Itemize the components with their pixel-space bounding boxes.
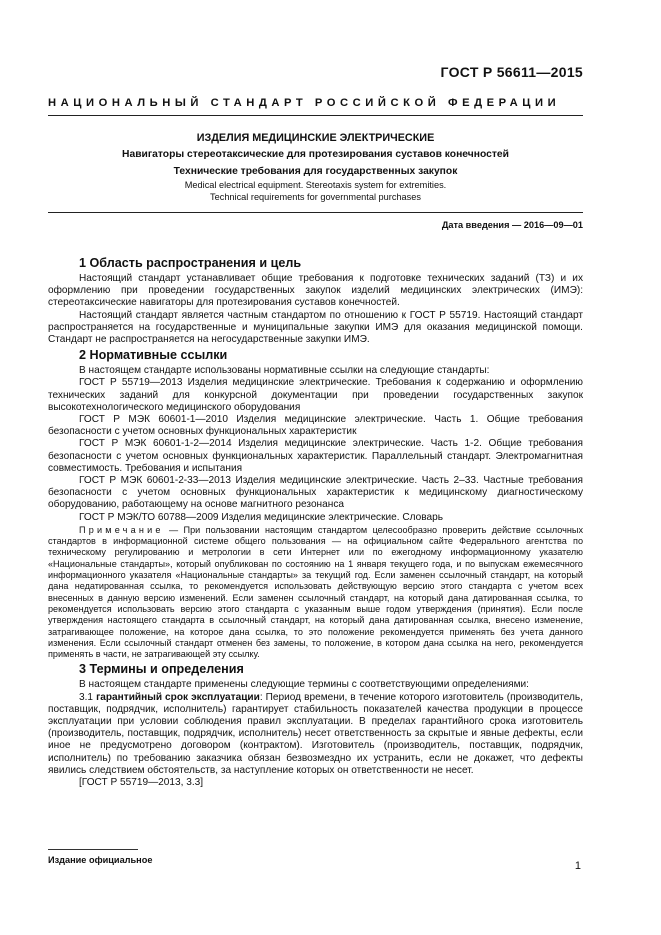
footer-rule bbox=[48, 849, 138, 850]
section-2-heading: 2 Нормативные ссылки bbox=[79, 348, 228, 363]
section-1-heading: 1 Область распространения и цель bbox=[79, 256, 302, 270]
term: гарантийный срок эксплуатации bbox=[96, 691, 260, 703]
note bbox=[48, 525, 583, 661]
subtitle-1: Навигаторы стереотаксические для протезирования суставов конечностей bbox=[122, 149, 509, 160]
title-rule bbox=[48, 212, 583, 213]
term-number: 3.1 bbox=[79, 691, 97, 703]
page-number: 1 bbox=[574, 860, 581, 872]
official-edition: Издание официальное bbox=[48, 855, 153, 865]
english-title-1: Medical electrical equipment. Stereotaxis system for extremities. bbox=[184, 180, 447, 190]
title-block bbox=[48, 131, 583, 203]
definition-text: : Период времени, в течение которого изготовитель (производитель, поставщик, подрядчик, исполнитель) гарантирует стабильность показателей качества продукции в процессе эксплуатации при условии соблюдения правил эксплуатации. В пределах гарантийного срока изготовитель (производитель, поставщик, подрядчик, исполнитель) несет ответственность за скрытые и явные дефекты, если иное не предусмотрено договором (контрактом). Изготовитель (производитель, поставщик, подрядчик, исполнитель) по требованию заказчика обязан безвозмездно их устранить, если не докажет, что дефекты явились следствием обстоятельств, за наступление которых он ответственности не несет. bbox=[48, 691, 583, 776]
document-body bbox=[48, 254, 583, 789]
reference-item: ГОСТ Р МЭК 60601-1-2—2014 Изделия медицинские электрические. Часть 1-2. Общие требования безопасности с учетом основных функциональных характеристик. Параллельный стандарт. Электромагнитная совместимость. Требования и испытания bbox=[48, 438, 583, 474]
reference-item: ГОСТ Р МЭК 60601-1—2010 Изделия медицинские электрические. Часть 1. Общие требования безопасности с учетом основных функциональных характеристик bbox=[48, 414, 583, 438]
subtitle-2: Технические требования для государственных закупок bbox=[173, 166, 458, 177]
section-1-paragraph: Настоящий стандарт устанавливает общие требования к подготовке технических заданий (ТЗ) и их оформлению при проведении государственных закупок изделий медицинских электрических (ИМЭ): стереотаксические навигаторы для протезирования суставов конечностей. bbox=[48, 273, 583, 309]
main-title: ИЗДЕЛИЯ МЕДИЦИНСКИЕ ЭЛЕКТРИЧЕСКИЕ bbox=[196, 132, 435, 144]
definition-source: [ГОСТ Р 55719—2013, 3.3] bbox=[79, 777, 204, 789]
section-3-intro: В настоящем стандарте применены следующие термины с соответствующими определениями: bbox=[79, 679, 529, 691]
reference-item: ГОСТ Р 55719—2013 Изделия медицинские электрические. Требования к содержанию и оформлению технических заданий для конкурсной документации при проведении государственных закупок высокотехнологического медицинского оборудования bbox=[48, 377, 583, 413]
section-3-heading: 3 Термины и определения bbox=[79, 662, 244, 677]
header-rule bbox=[48, 115, 583, 116]
section-2-intro: В настоящем стандарте использованы нормативные ссылки на следующие стандарты: bbox=[79, 365, 490, 377]
intro-date: Дата введения — 2016—09—01 bbox=[441, 220, 583, 230]
note-text: — При пользовании настоящим стандартом целесообразно проверить действие ссылочных стандартов в информационной системе общего пользования — на официальном сайте Федерального агентства по техническому регулированию и метрологии в сети Интернет или по ежегодному информационному указателю «Национальные стандарты», который опубликован по состоянию на 1 января текущего года, и по выпускам ежемесячного информационного указателя «Национальные стандарты» за текущий год. Если заменен ссылочный стандарт, на который дана недатированная ссылка, то рекомендуется использовать действующую версию этого стандарта с учетом всех внесенных в данную версию изменений. Если заменен ссылочный стандарт, на который дана датированная ссылка, то рекомендуется использовать версию этого стандарта с указанным выше годом утверждения (принятия). Если после утверждения настоящего стандарта в ссылочный стандарт, на который дана датированная ссылка, внесено изменение, затрагивающее положение, на которое дана ссылка, то это положение рекомендуется применять без учета данного изменения. Если ссылочный стандарт отменен без замены, то положение, в котором дана ссылка на него, рекомендуется применять в части, не затрагивающей эту ссылку. bbox=[48, 524, 583, 660]
english-title-2: Technical requirements for governmental purchases bbox=[210, 191, 421, 202]
national-standard-banner: НАЦИОНАЛЬНЫЙ СТАНДАРТ РОССИЙСКОЙ ФЕДЕРАЦИИ bbox=[48, 97, 561, 109]
section-1-paragraph: Настоящий стандарт является частным стандартом по отношению к ГОСТ Р 55719. Настоящий стандарт распространяется на государственные и муниципальные закупки ИМЭ для оказания медицинской помощи. Стандарт не распространяется на негосударственные закупки ИМЭ. bbox=[48, 309, 583, 346]
term-definition bbox=[48, 692, 583, 777]
note-label: Примечание bbox=[79, 524, 164, 535]
standard-number: ГОСТ Р 56611—2015 bbox=[440, 64, 583, 80]
reference-item: ГОСТ Р МЭК/ТО 60788—2009 Изделия медицинские электрические. Словарь bbox=[79, 511, 444, 523]
reference-item: ГОСТ Р МЭК 60601-2-33—2013 Изделия медицинские электрические. Часть 2–33. Частные требования безопасности с учетом основных функциональных характеристик к медицинскому диагностическому оборудованию, работающему на основе магнитного резонанса bbox=[48, 475, 583, 511]
